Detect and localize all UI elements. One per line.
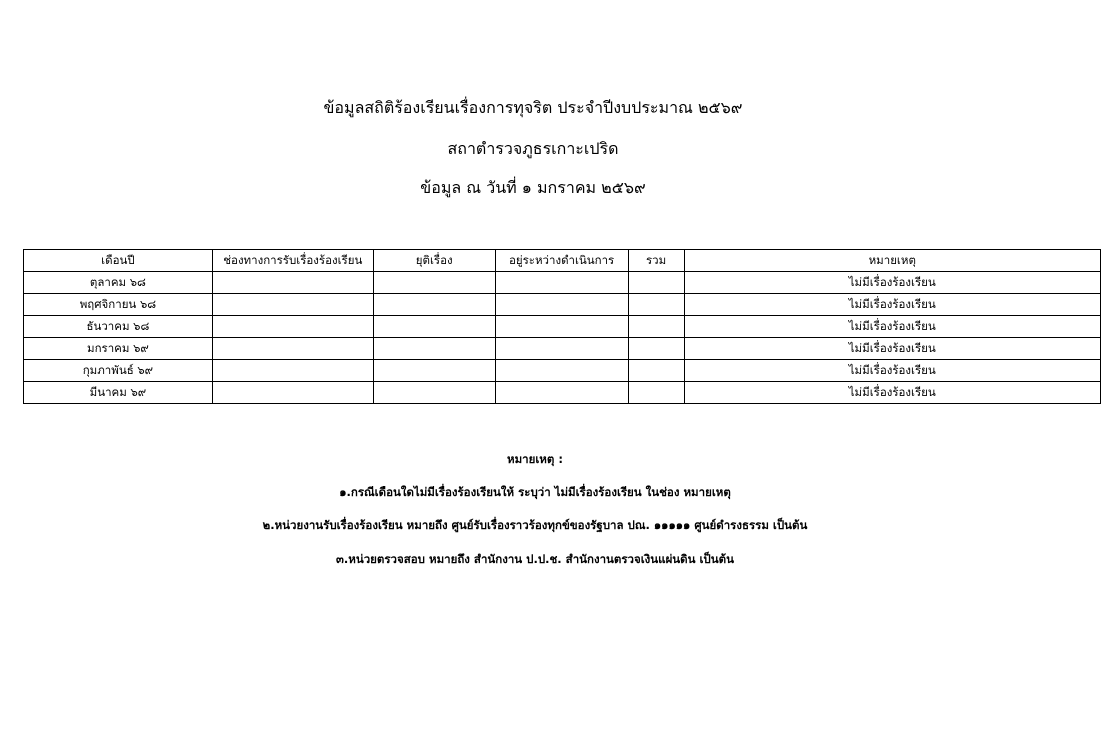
note-item: ๑.กรณีเดือนใดไม่มีเรื่องร้องเรียนให้ ระบุว่า ไม่มีเรื่องร้องเรียน ในช่อง หมายเหตุ [339, 485, 731, 499]
cell-closed [373, 338, 495, 360]
cell-month: มกราคม ๖๙ [24, 338, 213, 360]
cell-channel [212, 272, 373, 294]
cell-total [628, 338, 684, 360]
column-header-in-progress: อยู่ระหว่างดำเนินการ [495, 250, 628, 272]
cell-in-progress [495, 338, 628, 360]
cell-closed [373, 360, 495, 382]
column-header-remark: หมายเหตุ [684, 250, 1100, 272]
cell-in-progress [495, 272, 628, 294]
table-header-row [24, 250, 1101, 272]
cell-channel [212, 382, 373, 404]
cell-total [628, 360, 684, 382]
cell-month: ธันวาคม ๖๘ [24, 316, 213, 338]
cell-in-progress [495, 382, 628, 404]
cell-channel [212, 316, 373, 338]
table-row [24, 360, 1101, 382]
cell-in-progress [495, 294, 628, 316]
cell-month: ตุลาคม ๖๘ [24, 272, 213, 294]
cell-total [628, 294, 684, 316]
note-item: ๒.หน่วยงานรับเรื่องร้องเรียน หมายถึง ศูนย์รับเรื่องราวร้องทุกข์ของรัฐบาล ปณ. ๑๑๑๑๑ ศูนย์ดำรงธรรม เป็นต้น [262, 518, 808, 532]
cell-channel [212, 294, 373, 316]
table-row [24, 338, 1101, 360]
cell-channel [212, 338, 373, 360]
table-row [24, 382, 1101, 404]
note-item: ๓.หน่วยตรวจสอบ หมายถึง สำนักงาน ป.ป.ช. สำนักงานตรวจเงินแผ่นดิน เป็นต้น [336, 552, 734, 566]
cell-closed [373, 382, 495, 404]
table-row [24, 316, 1101, 338]
cell-closed [373, 272, 495, 294]
station-name: สถาตำรวจภูธรเกาะเปริด [447, 139, 619, 158]
cell-month: พฤศจิกายน ๖๘ [24, 294, 213, 316]
cell-remark: ไม่มีเรื่องร้องเรียน [684, 316, 1100, 338]
column-header-closed: ยุติเรื่อง [373, 250, 495, 272]
cell-remark: ไม่มีเรื่องร้องเรียน [684, 294, 1100, 316]
cell-closed [373, 294, 495, 316]
cell-channel [212, 360, 373, 382]
data-date: ข้อมูล ณ วันที่ ๑ มกราคม ๒๕๖๙ [420, 178, 646, 197]
cell-remark: ไม่มีเรื่องร้องเรียน [684, 360, 1100, 382]
table-row [24, 272, 1101, 294]
table-row [24, 294, 1101, 316]
cell-in-progress [495, 360, 628, 382]
cell-total [628, 382, 684, 404]
cell-remark: ไม่มีเรื่องร้องเรียน [684, 272, 1100, 294]
cell-closed [373, 316, 495, 338]
cell-remark: ไม่มีเรื่องร้องเรียน [684, 382, 1100, 404]
column-header-channel: ช่องทางการรับเรื่องร้องเรียน [212, 250, 373, 272]
cell-month: กุมภาพันธ์ ๖๙ [24, 360, 213, 382]
cell-total [628, 272, 684, 294]
cell-remark: ไม่มีเรื่องร้องเรียน [684, 338, 1100, 360]
cell-month: มีนาคม ๖๙ [24, 382, 213, 404]
column-header-month: เดือนปี [24, 250, 213, 272]
complaint-stats-table [23, 249, 1101, 404]
cell-total [628, 316, 684, 338]
cell-in-progress [495, 316, 628, 338]
report-title: ข้อมูลสถิติร้องเรียนเรื่องการทุจริต ประจำปีงบประมาณ ๒๕๖๙ [323, 98, 743, 117]
notes-heading: หมายเหตุ : [507, 452, 563, 466]
column-header-total: รวม [628, 250, 684, 272]
